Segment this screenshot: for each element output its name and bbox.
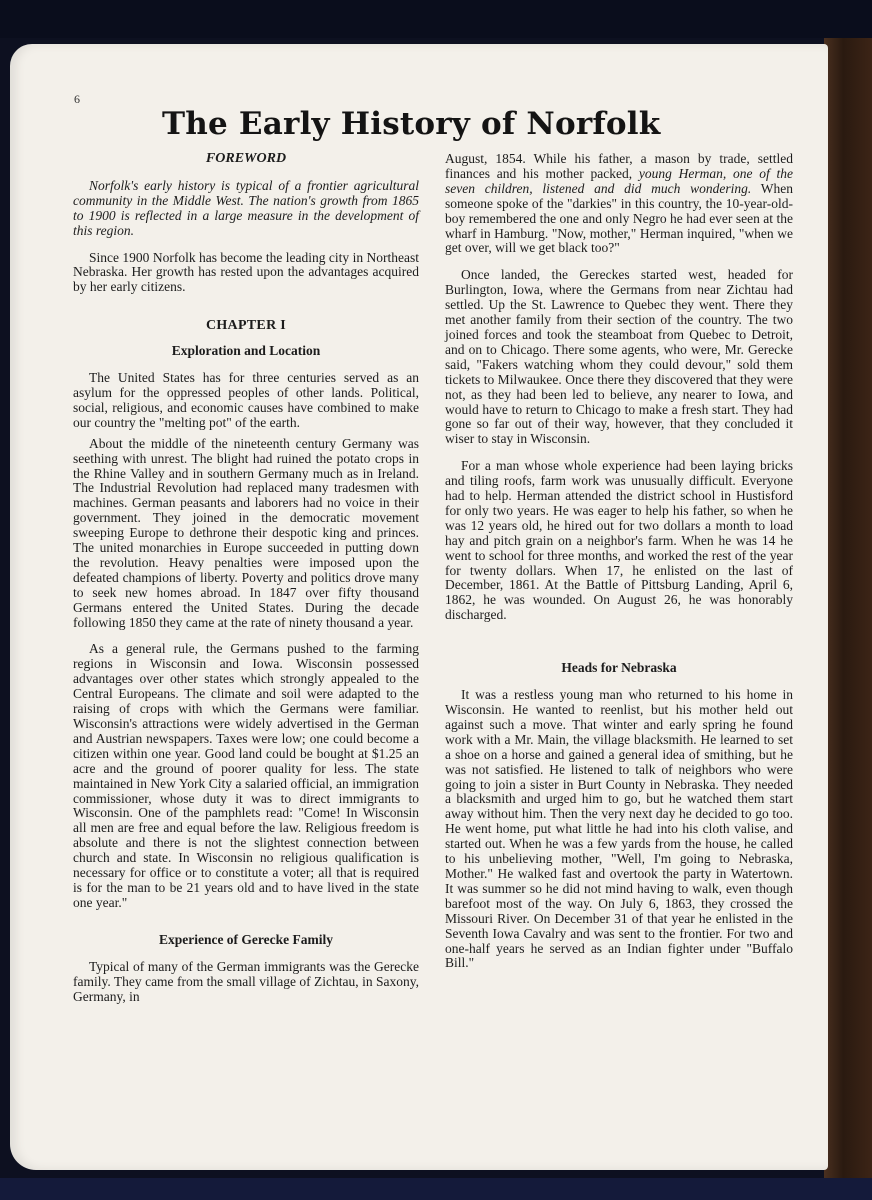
foreword-paragraph-2: Since 1900 Norfolk has become the leading city in Northeast Nebraska. Her growth has rested upon the advantages acquired by her early citizens. — [73, 249, 419, 295]
foreword-heading: FOREWORD — [205, 151, 287, 166]
book-spine — [824, 38, 872, 1178]
continued-text-b: When someone spoke of the "darkies" in this country, the 10-year-old-boy remembered the one and only Negro he had ever seen at the wharf in Hamburg. "Now, mother," Herman inquired, "when we get over, will we get black too?" — [445, 180, 793, 256]
exploration-paragraph-2: About the middle of the nineteenth century Germany was seething with unrest. The blight had ruined the potato crops in the Rhine Valley and in southern Germany much as in Ireland. The Industrial Revolution had replaced many tradesmen with machines. German peasants and laborers had no voice in their government. They joined in the democratic movement sweeping Europe to dethrone their despotic king and princes. The united monarchies in Europe succeeded in putting down the revolution. Heavy penalties were imposed upon the defeated champions of liberty. Poverty and politics drove many to seek new homes abroad. In 1847 over fifty thousand Germans entered the United States. During the decade following 1850 they came at the rate of ninety thousand a year. — [73, 435, 419, 630]
foreword-paragraph-1: Norfolk's early history is typical of a frontier agricultural community in the Middle West. The nation's growth from 1865 to 1900 is reflected in a large measure in the development of this region. — [73, 177, 419, 238]
journey-paragraph: Once landed, the Gereckes started west, headed for Burlington, Iowa, where the Germans from near Zichtau had settled. Up the St. Lawrence to Quebec they went. There they met another family from their section of the country. The two joined forces and took the steamboat from Quebec to Detroit, and on to Chicago. There some agents, who were, Mr. Gerecke said, "Fakers watching whom they could devour," sold them tickets to Milwaukee. Once there they discovered that they were not, as they had been led to believe, any nearer to Iowa, and would have to return to Chicago to make a fresh start. They had gone so far out of their way, however, that they concluded it wiser to stay in Wisconsin. — [445, 267, 793, 447]
right-column — [445, 152, 793, 983]
farm-work-paragraph: For a man whose whole experience had been laying bricks and tiling roofs, farm work was unusually difficult. Everyone had to help. Herman attended the district school in Hustisford for only two years. He was eager to help his father, so when he was 12 years old, he hired out for two dollars a month to load hay and pitch grain on a neighbor's farm. When he was 14 he went to school for three months, and worked the rest of the year for twenty dollars. When 17, he enlisted on the last of December, 1861. At the Battle of Pittsburg Landing, April 6, 1862, he was wounded. On August 26, he was honorably discharged. — [445, 458, 793, 623]
document-page — [10, 44, 828, 1170]
section-heading-exploration: Exploration and Location — [171, 343, 321, 359]
section-heading-nebraska: Heads for Nebraska — [561, 660, 677, 676]
scan-top-edge — [0, 0, 872, 38]
continued-text-a: August, 1854. While his father, a mason by trade, settled finances and his mother packed, — [445, 151, 793, 181]
continued-text-italic: young Herman, one of the seven children, listened and did much wondering. — [445, 165, 793, 196]
page-title: The Early History of Norfolk — [162, 106, 661, 142]
nebraska-paragraph: It was a restless young man who returned to his home in Wisconsin. He wanted to reenlist, but his mother held out against such a move. That winter and early spring he found work with a Mr. Main, the village blacksmith. He learned to set a shoe on a horse and gained a general idea of smithing, but he was not satisfied. He listened to talk of neighbors who were going to join a sister in Burt County in Nebraska. They needed a blacksmith and urged him to go, but he watched them start away without him. Then the very next day he decided to go too. He went home, put what little he had into his cloth valise, and started out. When he was a few yards from the house, he called to his unbelieving mother, "Well, I'm going to Nebraska, Mother." He walked fast and overtook the party in Watertown. It was summer so he did not mind having to walk, even though barefoot most of the way. On July 6, 1863, they crossed the Missouri River. On December 31 of that year he enlisted in the Seventh Iowa Cavalry and was sent to the frontier. For two and one-half years he served as an Indian fighter under "Buffalo Bill." — [445, 687, 793, 971]
scan-bottom-edge — [0, 1178, 872, 1200]
chapter-heading: CHAPTER I — [205, 318, 287, 334]
gerecke-paragraph-1: Typical of many of the German immigrants was the Gerecke family. They came from the small village of Zichtau, in Saxony, Germany, in — [73, 958, 419, 1004]
exploration-paragraph-3: As a general rule, the Germans pushed to the farming regions in Wisconsin and Iowa. Wisconsin possessed advantages over other states which strongly appealed to the Central Europeans. The climate and soil were adapted to the raising of crops with which the Germans were familiar. Wisconsin's attractions were widely advertised in the German and Austrian newspapers. Taxes were low; one could become a citizen within one year. Good land could be bought at $1.25 an acre and the ground of poorer quality for less. The state maintained in New York City a salaried official, an immigration commissioner, whose duty it was to direct immigrants to Wisconsin. One of the pamphlets read: "Come! In Wisconsin all men are free and equal before the law. Religious freedom is absolute and there is not the slightest connection between church and state. In Wisconsin no religious qualification is necessary for office or to constitute a voter; all that is required is for the man to be 21 years old and to have lived in the state one year." — [73, 641, 419, 910]
left-column — [73, 152, 419, 1016]
page-number: 6 — [74, 92, 80, 106]
exploration-paragraph-1: The United States has for three centuries served as an asylum for the oppressed peoples of other lands. Political, social, religious, and economic causes have combined to make our country the "melting pot" of the earth. — [73, 370, 419, 430]
continued-paragraph — [445, 152, 793, 256]
section-heading-gerecke: Experience of Gerecke Family — [158, 931, 334, 947]
